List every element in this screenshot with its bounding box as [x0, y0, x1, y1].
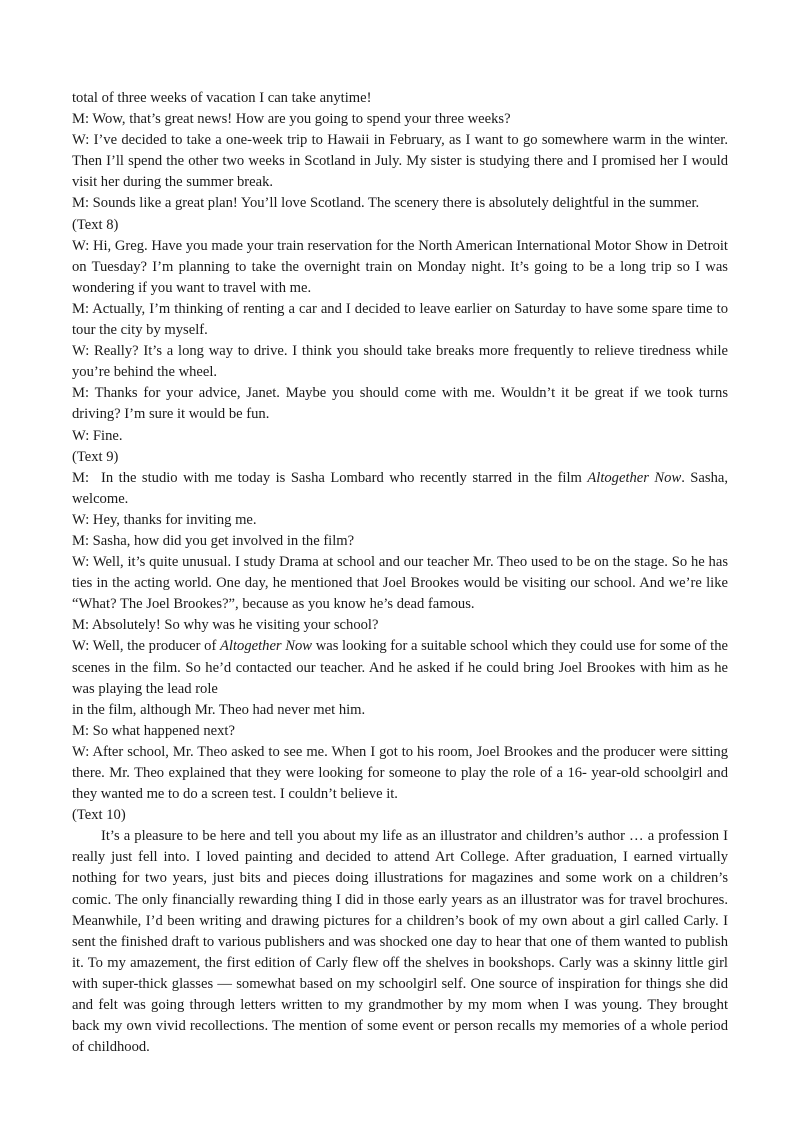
speaker-label: M:	[72, 469, 90, 486]
section-heading-text-10: (Text 10)	[72, 807, 126, 824]
dialogue-line-woman: W: Well, it’s quite unusual. I study Drama at school and our teacher Mr. Theo used to be on the stage. So he has ties in the acting world. One day, he mentioned that Joel Brookes would be visiting our school. And we’re like “What? The Joel Brookes?”, because as you know he’s dead famous.	[72, 554, 728, 613]
dialogue-line-man: M: So what happened next?	[72, 722, 235, 739]
dialogue-line-woman: W: I’ve decided to take a one-week trip to Hawaii in February, as I want to go somewhere warm in the winter. Then I’ll spend the other two weeks in Scotland in July. My sister is studying there and I promised her I would visit her during the summer break.	[72, 132, 728, 191]
section-heading-text-9: (Text 9)	[72, 448, 119, 465]
monologue-paragraph: It’s a pleasure to be here and tell you about my life as an illustrator and children’s author … a profession I really just fell into. I loved painting and decided to attend Art College. After graduation, I earned virtually nothing for two years, just bits and pieces doing illustrations for magazines and some work on a children’s comic. The only financially rewarding thing I did in those early years as an illustrator was for travel brochures. Meanwhile, I’d been writing and drawing pictures for a children’s book of my own about a girl called Carly. I sent the finished draft to various publishers and was shocked one day to hear that one of them wanted to publish it. To my amazement, the first edition of Carly flew off the shelves in bookshops. Carly was a skinny little girl with super-thick glasses — somewhat based on my schoolgirl self. One source of inspiration for things she did and felt was going through letters written to my grandmother by my mom when I was young. They brought back my own vivid recollections. The mention of some event or person recalls my memories of a whole period of childhood.	[72, 828, 728, 1056]
dialogue-line-man: M: Thanks for your advice, Janet. Maybe you should come with me. Wouldn’t it be great if we took turns driving? I’m sure it would be fun.	[72, 385, 728, 423]
dialogue-text: In the studio with me today is Sasha Lombard who recently starred in the film	[101, 469, 588, 486]
film-title: Altogether Now	[220, 638, 313, 655]
dialogue-line-man: M: Actually, I’m thinking of renting a car and I decided to leave earlier on Saturday to have some spare time to tour the city by myself.	[72, 300, 728, 339]
dialogue-line-woman: W: After school, Mr. Theo asked to see me. When I got to his room, Joel Brookes and the producer were sitting there. Mr. Theo explained that they were looking for someone to play the role of a 16- year-old schoolgirl and they wanted me to do a screen test. I couldn’t believe it.	[72, 743, 728, 803]
dialogue-line-man: M: Absolutely! So why was he visiting your school?	[72, 617, 379, 634]
dialogue-line-woman: W: Really? It’s a long way to drive. I think you should take breaks more frequently to relieve tiredness while you’re behind the wheel.	[72, 343, 728, 381]
dialogue-line-woman: W: Hey, thanks for inviting me.	[72, 511, 257, 528]
dialogue-line-man: M: Sounds like a great plan! You’ll love Scotland. The scenery there is absolutely delightful in the summer.	[72, 195, 700, 212]
dialogue-text: was looking for a suitable school which they could use for some of the scenes in the film. So he’d contacted our teacher. And he asked if he could bring Joel Brookes with him as he was playing the lead role	[72, 638, 728, 697]
dialogue-continuation: in the film, although Mr. Theo had never met him.	[72, 701, 366, 718]
document-page	[72, 88, 728, 1058]
dialogue-line-man: M: Sasha, how did you get involved in the film?	[72, 532, 355, 549]
dialogue-line-woman: W: Hi, Greg. Have you made your train reservation for the North American International Motor Show in Detroit on Tuesday? I’m planning to take the overnight train on Monday night. It’s going to be a long trip so I was wondering if you want to travel with me.	[72, 237, 728, 296]
paragraph-continuation: total of three weeks of vacation I can take anytime!	[72, 90, 372, 106]
dialogue-line-woman	[72, 636, 728, 699]
dialogue-text: W: Well, the producer of	[72, 638, 220, 655]
section-heading-text-8: (Text 8)	[72, 216, 119, 233]
dialogue-line-woman: W: Fine.	[72, 427, 123, 444]
dialogue-text: . Sasha, welcome.	[72, 469, 728, 507]
film-title: Altogether Now	[587, 469, 682, 486]
dialogue-line-man	[72, 468, 728, 510]
dialogue-line-man: M: Wow, that’s great news! How are you going to spend your three weeks?	[72, 111, 511, 128]
